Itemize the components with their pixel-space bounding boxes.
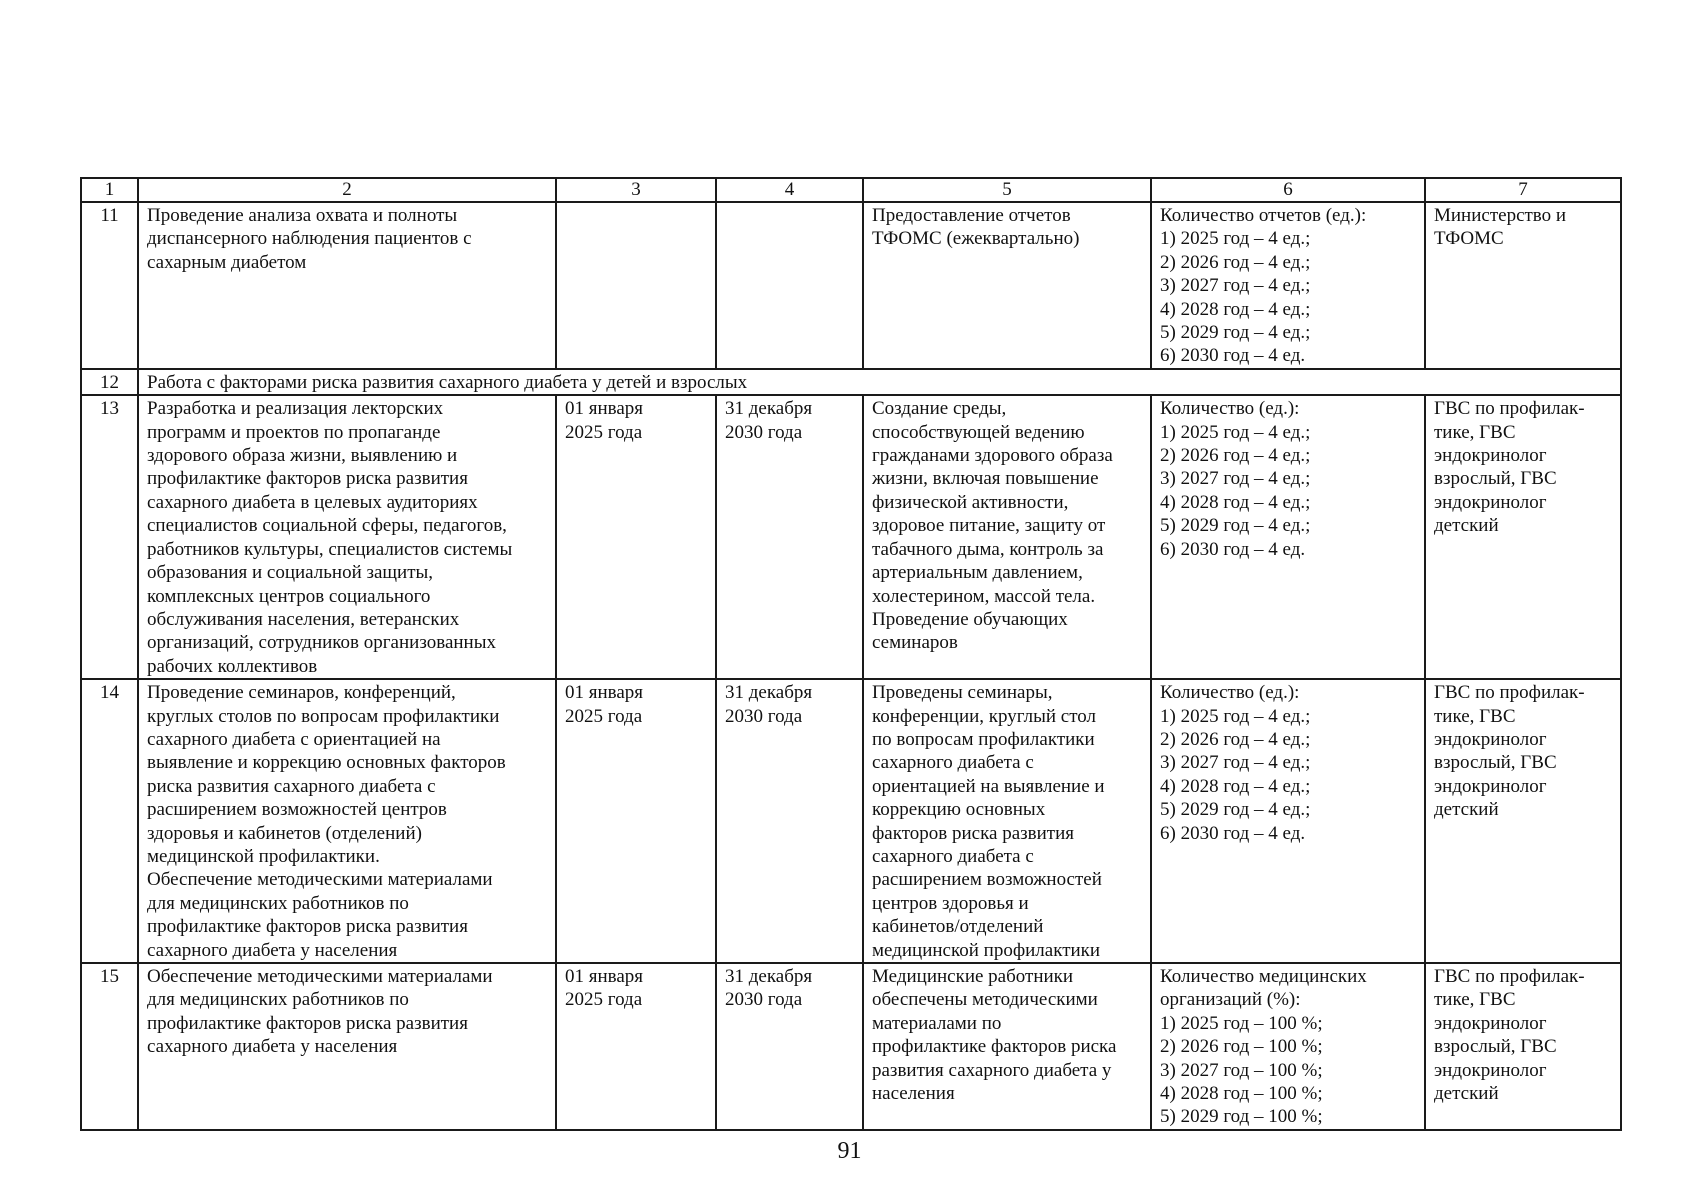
- expected-result-line: холестерином, массой тела.: [872, 585, 1096, 607]
- end-date-line: 31 декабря: [725, 966, 813, 987]
- start-date-cell: [556, 679, 716, 963]
- indicator-line: 2) 2026 год – 4 ед.;: [1160, 251, 1311, 273]
- indicator-line: 3) 2027 год – 100 %;: [1160, 1059, 1323, 1081]
- item-name-line: работников культуры, специалистов системы: [147, 538, 513, 560]
- item-name-cell: [138, 679, 556, 963]
- item-name-line: образования и социальной защиты,: [147, 562, 434, 584]
- end-date-line: 31 декабря: [725, 682, 813, 704]
- indicator-line: 4) 2028 год – 4 ед.;: [1160, 298, 1311, 320]
- responsible-line: ГВС по профилак-: [1434, 682, 1585, 704]
- expected-result-line: расширением возможностей: [872, 869, 1102, 891]
- responsible-line: эндокринолог: [1434, 1012, 1547, 1034]
- item-name-line: специалистов социальной сферы, педагогов,: [147, 515, 507, 537]
- column-number: 5: [863, 178, 1151, 202]
- expected-result-line: центров здоровья и: [872, 892, 1029, 914]
- indicator-line: 6) 2030 год – 4 ед.: [1160, 345, 1306, 367]
- end-date-cell: [716, 679, 863, 963]
- expected-result-line: сахарного диабета с: [872, 752, 1034, 774]
- start-date-cell: [556, 202, 716, 369]
- expected-result-line: по вопросам профилактики: [872, 728, 1095, 750]
- start-date-line: 01 января: [565, 398, 644, 420]
- responsible-line: детский: [1434, 1083, 1499, 1105]
- indicator-line: 5) 2029 год – 4 ед.;: [1160, 515, 1311, 537]
- responsible-cell: [1425, 679, 1621, 963]
- start-date-line: 01 января: [565, 682, 644, 704]
- expected-result-line: конференции, круглый стол: [872, 705, 1096, 727]
- responsible-line: тике, ГВС: [1434, 989, 1516, 1011]
- item-name-line: сахарного диабета у населения: [147, 1036, 398, 1058]
- indicator-line: организаций (%):: [1160, 989, 1301, 1011]
- expected-result-line: развития сахарного диабета у: [872, 1059, 1112, 1081]
- section-title: Работа с факторами риска развития сахарного диабета у детей и взрослых: [138, 369, 1621, 395]
- item-name-line: риска развития сахарного диабета с: [147, 775, 436, 797]
- end-date-cell: [716, 202, 863, 369]
- indicator-line: 6) 2030 год – 4 ед.: [1160, 822, 1306, 844]
- indicator-cell: [1151, 963, 1425, 1130]
- item-name-line: рабочих коллективов: [147, 655, 318, 677]
- indicator-line: 3) 2027 год – 4 ед.;: [1160, 468, 1311, 490]
- row-number: 15: [81, 963, 138, 1130]
- indicator-line: 4) 2028 год – 4 ед.;: [1160, 775, 1311, 797]
- expected-result-line: жизни, включая повышение: [872, 468, 1099, 490]
- item-name-line: организаций, сотрудников организованных: [147, 632, 496, 654]
- item-name-line: профилактике факторов риска развития: [147, 1012, 468, 1034]
- section-row: [81, 369, 1621, 395]
- table-body: [81, 202, 1621, 1130]
- responsible-line: Министерство и: [1434, 205, 1567, 226]
- row-number: 11: [81, 202, 138, 369]
- expected-result-cell: [863, 395, 1151, 679]
- expected-result-line: населения: [872, 1083, 955, 1105]
- indicator-line: 4) 2028 год – 4 ед.;: [1160, 491, 1311, 513]
- indicator-line: 1) 2025 год – 4 ед.;: [1160, 421, 1311, 443]
- indicator-line: 5) 2029 год – 4 ед.;: [1160, 322, 1311, 344]
- indicator-line: 1) 2025 год – 4 ед.;: [1160, 228, 1311, 250]
- expected-result-line: Медицинские работники: [872, 966, 1074, 987]
- item-name-line: Обеспечение методическими материалами: [147, 966, 493, 987]
- page-number: 91: [837, 1138, 862, 1164]
- item-name-line: выявление и коррекцию основных факторов: [147, 752, 506, 774]
- indicator-line: 3) 2027 год – 4 ед.;: [1160, 752, 1311, 774]
- expected-result-line: обеспечены методическими: [872, 989, 1098, 1011]
- expected-result-line: здоровое питание, защиту от: [872, 515, 1106, 537]
- item-name-line: здоровья и кабинетов (отделений): [147, 822, 422, 844]
- responsible-cell: [1425, 202, 1621, 369]
- column-number: 4: [716, 178, 863, 202]
- expected-result-line: материалами по: [872, 1012, 1002, 1034]
- end-date-cell: [716, 395, 863, 679]
- end-date-line: 2030 года: [725, 989, 803, 1011]
- item-name-line: здорового образа жизни, выявлению и: [147, 445, 458, 467]
- responsible-line: эндокринолог: [1434, 775, 1547, 797]
- indicator-cell: [1151, 202, 1425, 369]
- indicator-line: 5) 2029 год – 4 ед.;: [1160, 799, 1311, 821]
- expected-result-line: кабинетов/отделений: [872, 916, 1044, 938]
- table-row: [81, 202, 1621, 369]
- indicator-line: 2) 2026 год – 100 %;: [1160, 1036, 1323, 1058]
- expected-result-line: семинаров: [872, 632, 958, 654]
- table-row: [81, 963, 1621, 1130]
- column-number: 6: [1151, 178, 1425, 202]
- responsible-line: ГВС по профилак-: [1434, 966, 1585, 987]
- expected-result-line: ТФОМС (ежеквартально): [872, 228, 1080, 250]
- item-name-line: медицинской профилактики.: [147, 845, 380, 867]
- item-name-line: расширением возможностей центров: [147, 799, 447, 821]
- item-name-line: Обеспечение методическими материалами: [147, 869, 493, 891]
- indicator-line: 2) 2026 год – 4 ед.;: [1160, 445, 1311, 467]
- start-date-cell: [556, 963, 716, 1130]
- item-name-line: сахарного диабета у населения: [147, 939, 398, 961]
- item-name-line: Разработка и реализация лекторских: [147, 398, 444, 420]
- item-name-cell: [138, 963, 556, 1130]
- responsible-line: ТФОМС: [1434, 228, 1504, 250]
- column-number: 1: [81, 178, 138, 202]
- item-name-line: круглых столов по вопросам профилактики: [147, 705, 500, 727]
- responsible-line: тике, ГВС: [1434, 421, 1516, 443]
- expected-result-line: сахарного диабета с: [872, 845, 1034, 867]
- item-name-line: для медицинских работников по: [147, 892, 409, 914]
- indicator-line: 1) 2025 год – 4 ед.;: [1160, 705, 1311, 727]
- responsible-line: эндокринолог: [1434, 728, 1547, 750]
- expected-result-line: артериальным давлением,: [872, 562, 1083, 584]
- end-date-line: 2030 года: [725, 705, 803, 727]
- item-name-line: сахарного диабета в целевых аудиториях: [147, 491, 478, 513]
- expected-result-line: табачного дыма, контроль за: [872, 538, 1104, 560]
- expected-result-cell: [863, 679, 1151, 963]
- indicator-line: 2) 2026 год – 4 ед.;: [1160, 728, 1311, 750]
- responsible-line: ГВС по профилак-: [1434, 398, 1585, 420]
- start-date-line: 2025 года: [565, 705, 643, 727]
- indicator-line: 6) 2030 год – 4 ед.: [1160, 538, 1306, 560]
- responsible-line: взрослый, ГВС: [1434, 468, 1557, 490]
- activity-plan-table: [80, 177, 1622, 1131]
- start-date-line: 2025 года: [565, 421, 643, 443]
- item-name-line: для медицинских работников по: [147, 989, 409, 1011]
- column-number: 2: [138, 178, 556, 202]
- start-date-line: 2025 года: [565, 989, 643, 1011]
- item-name-line: комплексных центров социального: [147, 585, 431, 607]
- indicator-line: 5) 2029 год – 100 %;: [1160, 1106, 1323, 1128]
- indicator-line: Количество медицинских: [1160, 966, 1367, 987]
- row-number: 12: [81, 369, 138, 395]
- expected-result-line: Создание среды,: [872, 398, 1007, 420]
- row-number: 14: [81, 679, 138, 963]
- expected-result-cell: [863, 202, 1151, 369]
- item-name-line: диспансерного наблюдения пациентов с: [147, 228, 472, 250]
- end-date-line: 2030 года: [725, 421, 803, 443]
- item-name-line: программ и проектов по пропаганде: [147, 421, 441, 443]
- column-number: 3: [556, 178, 716, 202]
- expected-result-line: способствующей ведению: [872, 421, 1085, 443]
- column-number: 7: [1425, 178, 1621, 202]
- responsible-line: детский: [1434, 515, 1499, 537]
- expected-result-line: Проведение обучающих: [872, 608, 1068, 630]
- item-name-line: профилактике факторов риска развития: [147, 916, 468, 938]
- item-name-line: Проведение анализа охвата и полноты: [147, 205, 458, 226]
- expected-result-line: медицинской профилактики: [872, 939, 1101, 961]
- row-number: 13: [81, 395, 138, 679]
- table-row: [81, 679, 1621, 963]
- indicator-cell: [1151, 395, 1425, 679]
- responsible-line: взрослый, ГВС: [1434, 1036, 1557, 1058]
- expected-result-line: факторов риска развития: [872, 822, 1075, 844]
- item-name-cell: [138, 395, 556, 679]
- expected-result-line: коррекцию основных: [872, 799, 1046, 821]
- end-date-cell: [716, 963, 863, 1130]
- responsible-line: эндокринолог: [1434, 1059, 1547, 1081]
- expected-result-line: гражданами здорового образа: [872, 445, 1113, 467]
- expected-result-line: физической активности,: [872, 491, 1069, 513]
- responsible-line: эндокринолог: [1434, 491, 1547, 513]
- responsible-line: детский: [1434, 799, 1499, 821]
- column-number-row: [81, 178, 1621, 202]
- expected-result-line: ориентацией на выявление и: [872, 775, 1105, 797]
- start-date-cell: [556, 395, 716, 679]
- expected-result-line: Проведены семинары,: [872, 682, 1053, 704]
- expected-result-cell: [863, 963, 1151, 1130]
- indicator-cell: [1151, 679, 1425, 963]
- expected-result-line: Предоставление отчетов: [872, 205, 1071, 226]
- item-name-cell: [138, 202, 556, 369]
- indicator-line: 4) 2028 год – 100 %;: [1160, 1083, 1323, 1105]
- item-name-line: сахарного диабета с ориентацией на: [147, 728, 441, 750]
- start-date-line: 01 января: [565, 966, 644, 987]
- responsible-line: взрослый, ГВС: [1434, 752, 1557, 774]
- item-name-line: обслуживания населения, ветеранских: [147, 608, 460, 630]
- item-name-line: профилактике факторов риска развития: [147, 468, 468, 490]
- item-name-line: Проведение семинаров, конференций,: [147, 682, 456, 704]
- indicator-line: Количество отчетов (ед.):: [1160, 205, 1367, 226]
- indicator-line: 1) 2025 год – 100 %;: [1160, 1012, 1323, 1034]
- indicator-line: 3) 2027 год – 4 ед.;: [1160, 275, 1311, 297]
- table-row: [81, 395, 1621, 679]
- expected-result-line: профилактике факторов риска: [872, 1036, 1117, 1058]
- indicator-line: Количество (ед.):: [1160, 398, 1300, 420]
- responsible-cell: [1425, 963, 1621, 1130]
- indicator-line: Количество (ед.):: [1160, 682, 1300, 704]
- responsible-cell: [1425, 395, 1621, 679]
- responsible-line: тике, ГВС: [1434, 705, 1516, 727]
- end-date-line: 31 декабря: [725, 398, 813, 420]
- item-name-line: сахарным диабетом: [147, 251, 307, 273]
- responsible-line: эндокринолог: [1434, 445, 1547, 467]
